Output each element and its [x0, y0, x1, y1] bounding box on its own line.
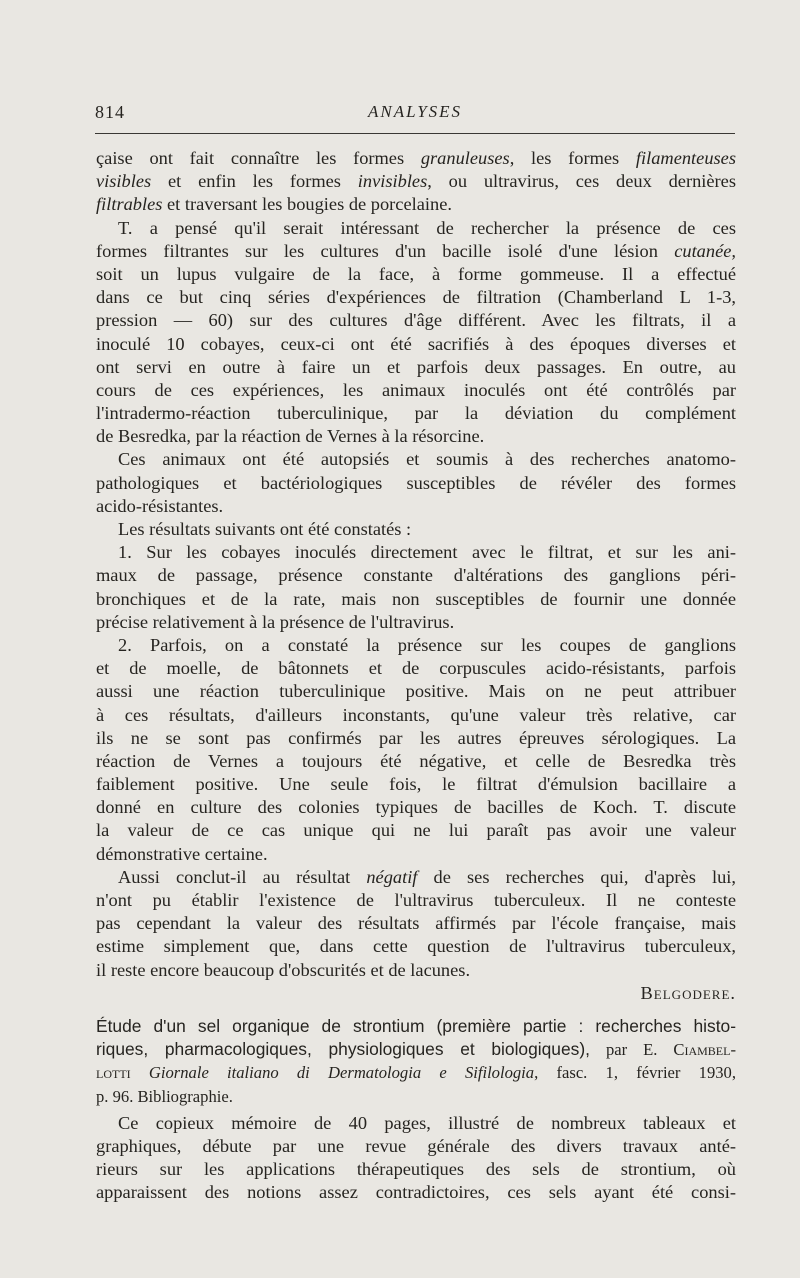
text-line: rieurs sur les applications thérapeutiques des sels de strontium, où — [96, 1159, 736, 1180]
text-line: précise relativement à la présence de l'ultravirus. — [96, 611, 455, 632]
text-line: acido-résistantes. — [96, 495, 224, 516]
text-line: et de moelle, de bâtonnets et de corpuscules acido-résistants, parfois — [96, 658, 736, 679]
text-line: aussi une réaction tuberculinique positive. Mais on ne peut attribuer — [96, 681, 736, 702]
text-line: filtrables et traversant les bougies de porcelaine. — [96, 194, 452, 215]
text-line: démonstrative certaine. — [96, 843, 268, 864]
text-line: 2. Parfois, on a constaté la présence sur les coupes de ganglions — [118, 634, 736, 655]
text-line: inoculé 10 cobayes, ceux-ci ont été sacrifiés à des époques diverses et — [96, 333, 736, 354]
text-line: l'intradermo-réaction tuberculinique, par la déviation du complément — [96, 403, 736, 424]
text-line: Ces animaux ont été autopsiés et soumis à des recherches anatomo- — [118, 449, 736, 470]
text-line: dans ce but cinq séries d'expériences de filtration (Chamberland L 1-3, — [96, 287, 736, 308]
citation-line: p. 96. Bibliographie. — [96, 1086, 233, 1106]
citation-line: lotti Giornale italiano di Dermatologia e Sifilologia, fasc. 1, février 1930, — [96, 1063, 736, 1083]
article-title: Étude d'un sel organique de strontium (première partie : recherches histo- — [96, 1015, 736, 1036]
text-line: soit un lupus vulgaire de la face, à forme gommeuse. Il a effectué — [96, 263, 736, 284]
text-line: donné en culture des colonies typiques de bacilles de Koch. T. discute — [96, 797, 736, 818]
article-title-cont: riques, pharmacologiques, physiologiques et biologiques), par E. Ciambel- — [96, 1039, 736, 1060]
text-line: bronchiques et de la rate, mais non susceptibles de fournir une donnée — [96, 588, 736, 609]
text-line: cours de ces expériences, les animaux inoculés ont été contrôlés par — [96, 379, 736, 400]
text-line: n'ont pu établir l'existence de l'ultravirus tuberculeux. Il ne conteste — [96, 890, 736, 910]
text-line: Les résultats suivants ont été constatés : — [118, 519, 412, 539]
text-line: ils ne se sont pas confirmés par les autres épreuves sérologiques. La — [96, 727, 736, 748]
text-line: il reste encore beaucoup d'obscurités et de lacunes. — [96, 959, 471, 980]
page-header — [95, 102, 735, 130]
text-line: faiblement positive. Une seule fois, le filtrat d'émulsion bacillaire a — [96, 774, 736, 795]
text-line: maux de passage, présence constante d'altérations des ganglions péri- — [96, 565, 736, 586]
text-line: T. a pensé qu'il serait intéressant de rechercher la présence de ces — [118, 217, 736, 238]
page-number: 814 — [95, 102, 125, 122]
text-line: çaise ont fait connaître les formes granuleuses, les formes filamenteuses — [96, 148, 736, 168]
text-line: apparaissent des notions assez contradictoires, ces sels ayant été consi- — [96, 1182, 736, 1203]
running-head: ANALYSES — [367, 102, 463, 121]
body-text — [96, 147, 736, 1204]
text-line: 1. Sur les cobayes inoculés directement avec le filtrat, et sur les ani- — [118, 542, 736, 563]
text-line: à ces résultats, d'ailleurs inconstants, qu'une valeur très relative, car — [96, 704, 736, 725]
author-signature: Belgodere. — [640, 982, 736, 1003]
text-line: visibles et enfin les formes invisibles, ou ultravirus, ces deux dernières — [96, 171, 736, 192]
section-gap — [96, 1005, 736, 1015]
header-rule — [95, 133, 735, 134]
text-line: graphiques, débute par une revue générale des divers travaux anté- — [96, 1135, 736, 1156]
text-line: formes filtrantes sur les cultures d'un bacille isolé d'une lésion cutanée, — [96, 240, 736, 261]
text-line: Aussi conclut-il au résultat négatif de ses recherches qui, d'après lui, — [118, 866, 736, 887]
text-line: estime simplement que, dans cette question de l'ultravirus tuberculeux, — [96, 936, 736, 957]
text-line: pathologiques et bactériologiques susceptibles de révéler des formes — [96, 472, 736, 493]
text-line: de Besredka, par la réaction de Vernes à la résorcine. — [96, 426, 485, 447]
text-line: réaction de Vernes a toujours été négative, et celle de Besredka très — [96, 750, 736, 771]
text-line: pression — 60) sur des cultures d'âge différent. Avec les filtrats, il a — [96, 310, 736, 331]
text-line: pas cependant la valeur des résultats affirmés par l'école française, mais — [96, 913, 736, 934]
text-line: ont servi en outre à faire un et parfois deux passages. En outre, au — [96, 356, 736, 377]
text-line: Ce copieux mémoire de 40 pages, illustré de nombreux tableaux et — [118, 1112, 736, 1133]
text-line: la valeur de ce cas unique qui ne lui paraît pas avoir une valeur — [96, 820, 736, 841]
